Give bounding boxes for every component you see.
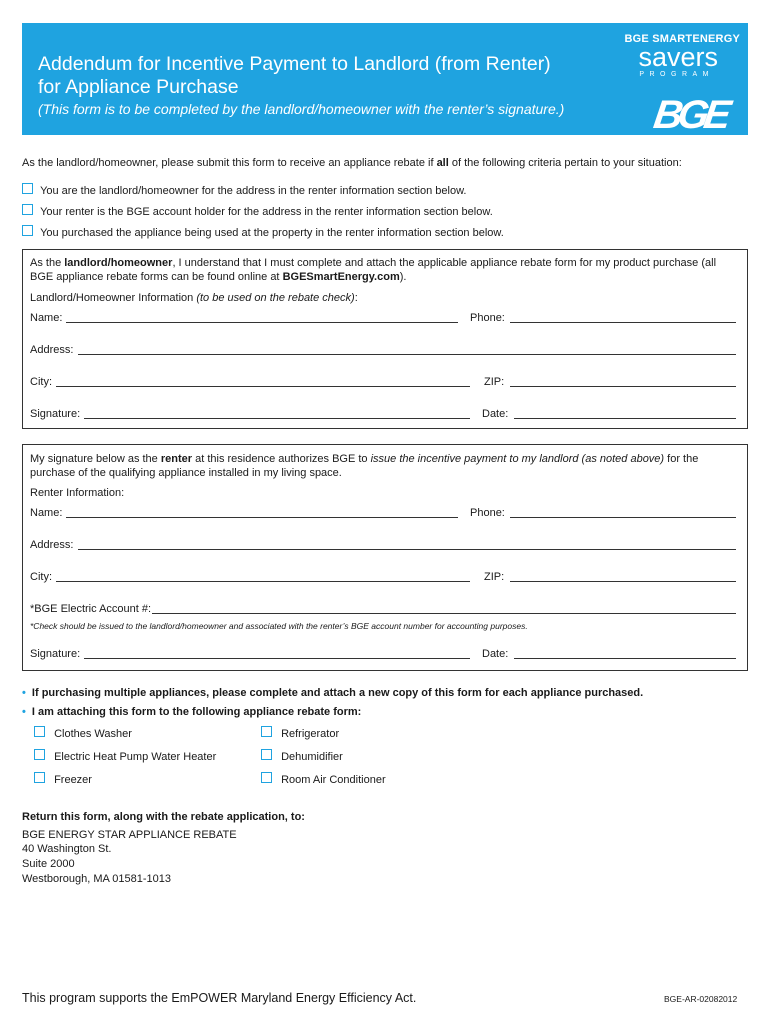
appliance-option-clothes-washer[interactable]: Clothes Washer	[34, 726, 132, 740]
appliance-option-heat-pump-water-heater[interactable]: Electric Heat Pump Water Heater	[34, 749, 216, 763]
instruction-multiple-appliances: • If purchasing multiple appliances, please complete and attach a new copy of this form for each appliance purchased.	[22, 687, 644, 699]
program-logo-text: PROGRAM	[639, 71, 714, 78]
renter-city-field[interactable]	[56, 581, 470, 582]
intro-text: As the landlord/homeowner, please submit this form to receive an appliance rebate if all of the following criteria pertain to your situation:	[22, 157, 682, 169]
renter-zip-label: ZIP:	[484, 571, 505, 583]
header-banner	[22, 23, 748, 135]
landlord-name-field[interactable]	[66, 322, 458, 323]
return-address-line4: Westborough, MA 01581-1013	[22, 873, 172, 885]
checkbox[interactable]	[22, 183, 33, 194]
appliance-option-dehumidifier[interactable]: Dehumidifier	[261, 749, 343, 763]
renter-account-field[interactable]	[152, 613, 736, 614]
checkbox[interactable]	[261, 749, 272, 760]
renter-account-note: *Check should be issued to the landlord/homeowner and associated with the renter’s BGE account number for accounting purposes.	[30, 621, 528, 631]
landlord-info-label: Landlord/Homeowner Information (to be used on the rebate check):	[30, 292, 358, 304]
form-title-line2: for Appliance Purchase	[38, 76, 239, 98]
checkbox[interactable]	[34, 772, 45, 783]
smartenergy-logo-text: BGE SMARTENERGY	[624, 33, 740, 45]
renter-account-label: *BGE Electric Account #:	[30, 603, 152, 615]
checkbox[interactable]	[261, 772, 272, 783]
bullet-icon: •	[22, 687, 26, 699]
form-title-line1: Addendum for Incentive Payment to Landlord (from Renter)	[38, 53, 551, 75]
renter-date-field[interactable]	[514, 658, 736, 659]
landlord-intro-line2: BGE appliance rebate forms can be found online at BGESmartEnergy.com).	[30, 271, 407, 283]
renter-name-field[interactable]	[66, 517, 458, 518]
renter-phone-label: Phone:	[470, 507, 505, 519]
bullet-icon: •	[22, 706, 26, 718]
return-heading: Return this form, along with the rebate application, to:	[22, 811, 305, 823]
bge-logo: BGE	[651, 93, 730, 137]
renter-city-label: City:	[30, 571, 52, 583]
landlord-zip-label: ZIP:	[484, 376, 505, 388]
landlord-phone-label: Phone:	[470, 312, 505, 324]
renter-intro-line2: purchase of the qualifying appliance installed in my living space.	[30, 467, 342, 479]
landlord-intro-line1: As the landlord/homeowner, I understand that I must complete and attach the applicable appliance rebate form for my product purchase (all	[30, 257, 717, 269]
checkbox[interactable]	[261, 726, 272, 737]
criteria-item: You purchased the appliance being used at the property in the renter information section below.	[22, 225, 504, 246]
landlord-city-label: City:	[30, 376, 52, 388]
landlord-date-label: Date:	[482, 408, 509, 420]
renter-address-label: Address:	[30, 539, 74, 551]
appliance-option-refrigerator[interactable]: Refrigerator	[261, 726, 339, 740]
appliance-option-freezer[interactable]: Freezer	[34, 772, 92, 786]
landlord-date-field[interactable]	[514, 418, 736, 419]
footer-program-text: This program supports the EmPOWER Maryland Energy Efficiency Act.	[22, 991, 417, 1005]
renter-zip-field[interactable]	[510, 581, 736, 582]
return-address-line2: 40 Washington St.	[22, 843, 112, 855]
checkbox[interactable]	[34, 726, 45, 737]
landlord-city-field[interactable]	[56, 386, 470, 387]
checkbox[interactable]	[22, 204, 33, 215]
renter-address-field[interactable]	[78, 549, 736, 550]
form-code: BGE-AR-02082012	[664, 994, 738, 1004]
return-address-line1: BGE ENERGY STAR APPLIANCE REBATE	[22, 829, 237, 841]
landlord-signature-field[interactable]	[84, 418, 470, 419]
landlord-address-label: Address:	[30, 344, 74, 356]
appliance-option-room-air-conditioner[interactable]: Room Air Conditioner	[261, 772, 386, 786]
landlord-signature-label: Signature:	[30, 408, 81, 420]
landlord-phone-field[interactable]	[510, 322, 736, 323]
savers-logo-text: savers	[638, 42, 718, 72]
instruction-attaching: • I am attaching this form to the following appliance rebate form:	[22, 706, 362, 718]
landlord-address-field[interactable]	[78, 354, 736, 355]
return-address-line3: Suite 2000	[22, 858, 75, 870]
landlord-name-label: Name:	[30, 312, 63, 324]
renter-info-label: Renter Information:	[30, 487, 125, 499]
criteria-list	[22, 183, 504, 246]
renter-signature-field[interactable]	[84, 658, 470, 659]
landlord-zip-field[interactable]	[510, 386, 736, 387]
renter-date-label: Date:	[482, 648, 509, 660]
renter-intro-line1: My signature below as the renter at this residence authorizes BGE to issue the incentive payment to my landlord (as noted above) for the	[30, 453, 699, 465]
criteria-item: Your renter is the BGE account holder for the address in the renter information section below.	[22, 204, 504, 225]
renter-phone-field[interactable]	[510, 517, 736, 518]
renter-name-label: Name:	[30, 507, 63, 519]
checkbox[interactable]	[22, 225, 33, 236]
renter-signature-label: Signature:	[30, 648, 81, 660]
form-subtitle: (This form is to be completed by the landlord/homeowner with the renter’s signature.)	[38, 101, 565, 117]
checkbox[interactable]	[34, 749, 45, 760]
criteria-item: You are the landlord/homeowner for the address in the renter information section below.	[22, 183, 504, 204]
